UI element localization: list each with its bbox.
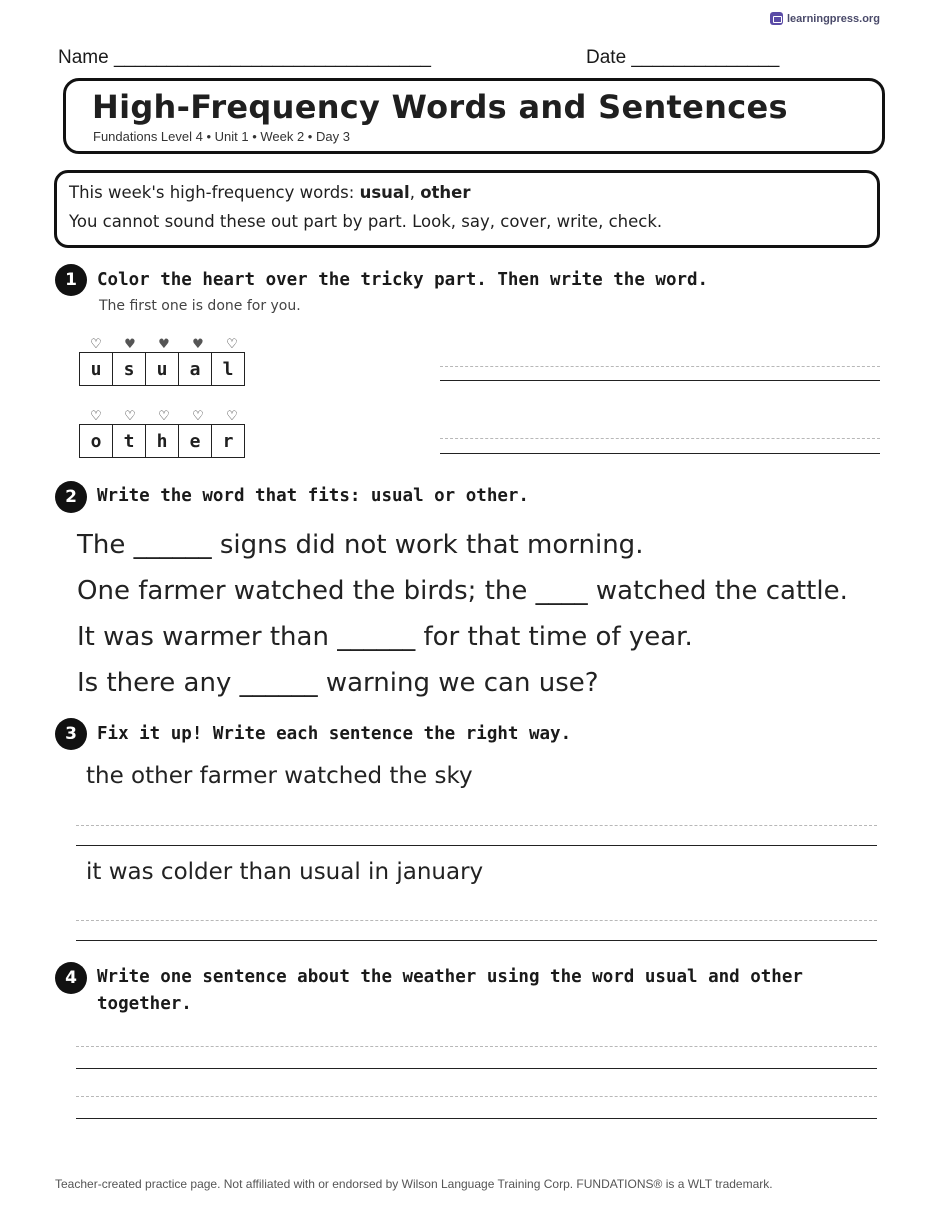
writing-line-q4-2[interactable] — [76, 1118, 877, 1119]
info-line-1 — [69, 183, 471, 202]
hearts-row-1 — [79, 338, 249, 351]
question-4-number: 4 — [55, 962, 87, 994]
brand-name: learningpress.org — [787, 12, 880, 25]
question-2-instruction: Write the word that fits: usual or other. — [97, 486, 529, 506]
letter-box: u — [146, 353, 179, 385]
fill-sentence-2: One farmer watched the birds; the ____ watched the cattle. — [77, 576, 848, 606]
letter-box: l — [222, 358, 234, 380]
letter-box: r — [222, 430, 234, 452]
date-blank: ______________ — [631, 47, 780, 68]
info-line-2: You cannot sound these out part by part. Look, say, cover, write, check. — [69, 212, 663, 231]
fix-sentence-2: it was colder than usual in january — [86, 859, 484, 885]
heart-icon[interactable]: ♥ — [158, 337, 170, 352]
letter-box: h — [146, 425, 179, 457]
letter-box: s — [113, 353, 146, 385]
question-1-note: The first one is done for you. — [99, 298, 301, 314]
heart-icon[interactable]: ♡ — [226, 409, 238, 424]
letter-boxes-other — [79, 424, 245, 458]
name-blank: ______________________________ — [113, 47, 431, 68]
letter-box: e — [179, 425, 212, 457]
writing-line-q3-2[interactable] — [76, 940, 877, 941]
fix-sentence-1: the other farmer watched the sky — [86, 763, 473, 789]
writing-guide-dashed — [76, 825, 877, 826]
footer-disclaimer: Teacher-created practice page. Not affiliated with or endorsed by Wilson Language Training Corp. FUNDATIONS® is a WLT trademark. — [55, 1177, 773, 1191]
page-subtitle: Fundations Level 4 • Unit 1 • Week 2 • Day 3 — [93, 129, 350, 144]
letter-boxes-usual — [79, 352, 245, 386]
letter-box: t — [113, 425, 146, 457]
heart-icon[interactable]: ♡ — [158, 409, 170, 424]
letter-box: u — [80, 353, 113, 385]
date-line — [586, 47, 779, 69]
writing-guide-dashed — [76, 1046, 877, 1047]
writing-line-q1-2[interactable] — [440, 453, 880, 454]
heart-icon[interactable]: ♡ — [192, 409, 204, 424]
writing-line-q3-1[interactable] — [76, 845, 877, 846]
hf-word-1: usual — [359, 183, 410, 202]
fill-sentence-3: It was warmer than ______ for that time of year. — [77, 622, 693, 652]
heart-icon[interactable]: ♥ — [124, 337, 136, 352]
question-3-number: 3 — [55, 718, 87, 750]
heart-icon[interactable]: ♥ — [192, 337, 204, 352]
letter-box: o — [80, 425, 113, 457]
writing-guide-dashed — [440, 438, 880, 439]
question-1-number: 1 — [55, 264, 87, 296]
question-4-instruction-line-2: together. — [97, 994, 192, 1014]
info-prefix: This week's high-frequency words: — [69, 183, 360, 202]
writing-guide-dashed — [76, 920, 877, 921]
question-4-instruction-line-1: Write one sentence about the weather using the word usual and other — [97, 967, 803, 987]
writing-line-q4-1[interactable] — [76, 1068, 877, 1069]
info-box — [54, 170, 880, 248]
page-title: High-Frequency Words and Sentences — [92, 88, 788, 126]
heart-icon[interactable]: ♡ — [90, 409, 102, 424]
writing-guide-dashed — [440, 366, 880, 367]
date-label: Date — [586, 47, 627, 68]
writing-guide-dashed — [76, 1096, 877, 1097]
heart-icon[interactable]: ♡ — [90, 337, 102, 352]
question-2-number: 2 — [55, 481, 87, 513]
heart-icon[interactable]: ♡ — [226, 337, 238, 352]
brand-logo — [770, 12, 880, 25]
fill-sentence-1: The ______ signs did not work that morning. — [77, 530, 644, 560]
question-1-instruction: Color the heart over the tricky part. Then write the word. — [97, 270, 709, 290]
book-icon — [770, 12, 783, 25]
letter-box: a — [179, 353, 212, 385]
name-label: Name — [58, 47, 109, 68]
writing-line-q1-1[interactable] — [440, 380, 880, 381]
hearts-row-2 — [79, 410, 249, 423]
name-line — [58, 47, 431, 69]
heart-icon[interactable]: ♡ — [124, 409, 136, 424]
question-3-instruction: Fix it up! Write each sentence the right way. — [97, 724, 572, 744]
info-comma: , — [409, 183, 421, 202]
hf-word-2: other — [420, 183, 471, 202]
fill-sentence-4: Is there any ______ warning we can use? — [77, 668, 599, 698]
